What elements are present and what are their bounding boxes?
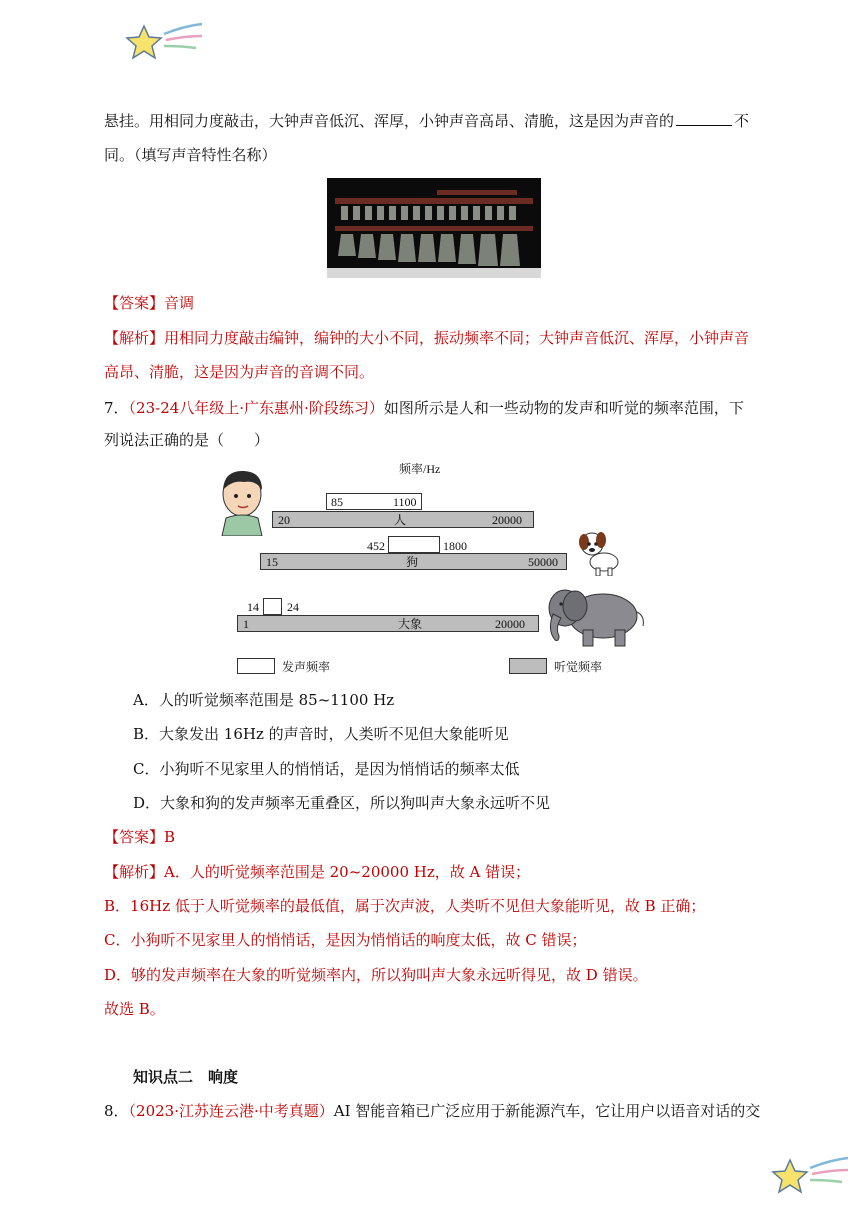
legend-hearing-label: 听觉频率 — [554, 660, 603, 674]
section-title: 知识点二 响度 — [133, 1068, 239, 1086]
chart-title: 频率/Hz — [399, 462, 441, 476]
q7-analysis-c: C．小狗听不见家里人的悄悄话，是因为悄悄话的响度太低，故 C 错误； — [104, 931, 587, 949]
elephant-sound-min: 14 — [247, 600, 259, 614]
question-source: （2023·江苏连云港·中考真题） — [128, 1102, 334, 1120]
answer-value: 音调 — [164, 294, 195, 312]
intro-text-end: 不 — [734, 112, 750, 130]
intro-line-2: 同。（填写声音特性名称） — [104, 146, 277, 164]
legend-sound-label: 发声频率 — [282, 660, 331, 674]
elephant-illustration — [543, 586, 648, 648]
elephant-name: 大象 — [398, 617, 423, 631]
q7-stem-2: 列说法正确的是（ ） — [104, 431, 270, 449]
dog-name: 狗 — [406, 555, 419, 569]
legend-sound-swatch — [237, 658, 275, 674]
dog-sound-bar — [388, 536, 440, 553]
analysis-text: 用相同力度敲击编钟，编钟的大小不同，振动频率不同；大钟声音低沉、浑厚，小钟声音 — [164, 329, 750, 347]
analysis-label: 【解析】 — [104, 329, 165, 347]
answer-value: B — [164, 828, 176, 846]
question-stem: AI 智能音箱已广泛应用于新能源汽车，它让用户以语音对话的交 — [333, 1102, 761, 1120]
legend-hearing-swatch — [509, 658, 547, 674]
question-number: 7． — [104, 399, 129, 417]
human-sound-min: 85 — [331, 495, 343, 509]
option-d[interactable]: D．大象和狗的发声频率无重叠区，所以狗叫声大象永远听不见 — [133, 794, 551, 812]
dog-sound-min: 452 — [367, 539, 385, 553]
elephant-sound-bar — [263, 598, 282, 615]
q7-conclusion: 故选 B。 — [104, 1000, 165, 1018]
q7-analysis-b: B．16Hz 低于人听觉频率的最低值，属于次声波，人类听不见但大象能听见，故 B 正确； — [104, 897, 706, 915]
elephant-sound-max: 24 — [287, 600, 299, 614]
q6-analysis-2: 高昂、清脆，这是因为声音的音调不同。 — [104, 363, 375, 381]
answer-label: 【答案】 — [104, 828, 165, 846]
intro-text: 悬挂。用相同力度敲击，大钟声音低沉、浑厚，小钟声音高昂、清脆，这是因为声音的 — [104, 112, 675, 130]
elephant-hearing-bar — [237, 615, 539, 632]
elephant-hear-min: 1 — [243, 617, 249, 631]
human-hear-min: 20 — [278, 513, 290, 527]
dog-illustration — [574, 528, 624, 576]
question-number: 8． — [104, 1102, 129, 1120]
option-b[interactable]: B．大象发出 16Hz 的声音时，人类听不见但大象能听见 — [133, 725, 509, 743]
question-stem: 如图所示是人和一些动物的发声和听觉的频率范围，下 — [383, 399, 744, 417]
analysis-text: A．人的听觉频率范围是 20~20000 Hz，故 A 错误； — [164, 863, 531, 881]
q7-analysis-d: D．够的发声频率在大象的听觉频率内，所以狗叫声大象永远听得见，故 D 错误。 — [104, 966, 648, 984]
q8-stem — [104, 1101, 760, 1121]
elephant-hear-max: 20000 — [495, 617, 525, 631]
dog-hear-min: 15 — [266, 555, 278, 569]
boy-illustration — [218, 468, 268, 536]
q7-analysis-a — [104, 862, 530, 882]
question-source: （23-24八年级上·广东惠州·阶段练习） — [128, 399, 384, 417]
human-sound-max: 1100 — [393, 495, 417, 509]
dog-sound-max: 1800 — [443, 539, 467, 553]
analysis-label: 【解析】 — [104, 863, 165, 881]
answer-label: 【答案】 — [104, 294, 165, 312]
q7-answer — [104, 827, 175, 847]
human-name: 人 — [394, 513, 407, 527]
human-hear-max: 20000 — [492, 513, 522, 527]
option-c[interactable]: C．小狗听不见家里人的悄悄话，是因为悄悄话的频率太低 — [133, 760, 520, 778]
option-a[interactable]: A．人的听觉频率范围是 85~1100 Hz — [133, 691, 395, 709]
dog-hear-max: 50000 — [528, 555, 558, 569]
shooting-star-icon — [770, 1152, 850, 1200]
